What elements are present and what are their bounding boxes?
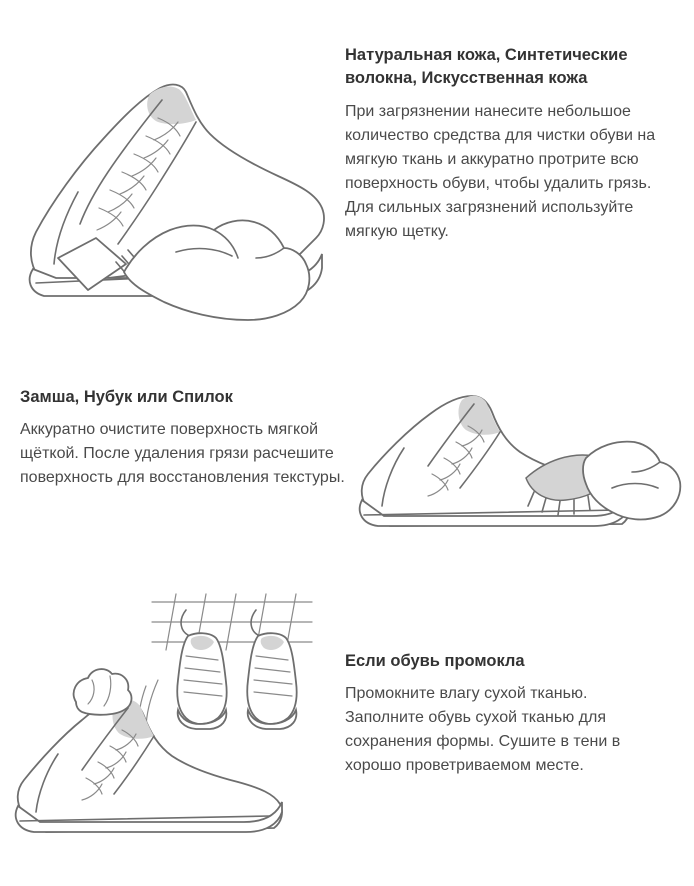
section-suede-title: Замша, Нубук или Спилок (20, 388, 233, 406)
section-leather-text (345, 26, 665, 326)
section-leather-body: При загрязнении нанесите небольшое количество средства для чистки обуви на мягкую ткань и аккуратно протрите всю поверхность обуви, чтобы удалить грязь. Для сильных загрязнений используйте мягкую щетку. (345, 102, 656, 240)
section-wet-shoes (0, 580, 694, 860)
section-suede-nubuck (0, 370, 694, 560)
section-suede-body: Аккуратно очистите поверхность мягкой щёткой. После удаления грязи расчешите поверхность для восстановления текстуры. (20, 421, 345, 487)
section-leather-synthetic (0, 26, 694, 326)
section-wet-body: Промокните влагу сухой тканью. Заполните обувь сухой тканью для сохранения формы. Сушите в тени в хорошо проветриваемом месте. (345, 685, 621, 775)
section-wet-text (345, 580, 665, 860)
section-wet-title: Если обувь промокла (345, 652, 525, 670)
shoe-wiped-with-cloth-icon (0, 26, 345, 326)
shoe-brushed-with-brush-icon (350, 370, 690, 560)
section-leather-title: Натуральная кожа, Синтетические волокна, Искусственная кожа (345, 46, 628, 88)
section-suede-text (0, 370, 350, 560)
shoes-drying-on-line-icon (0, 580, 345, 860)
